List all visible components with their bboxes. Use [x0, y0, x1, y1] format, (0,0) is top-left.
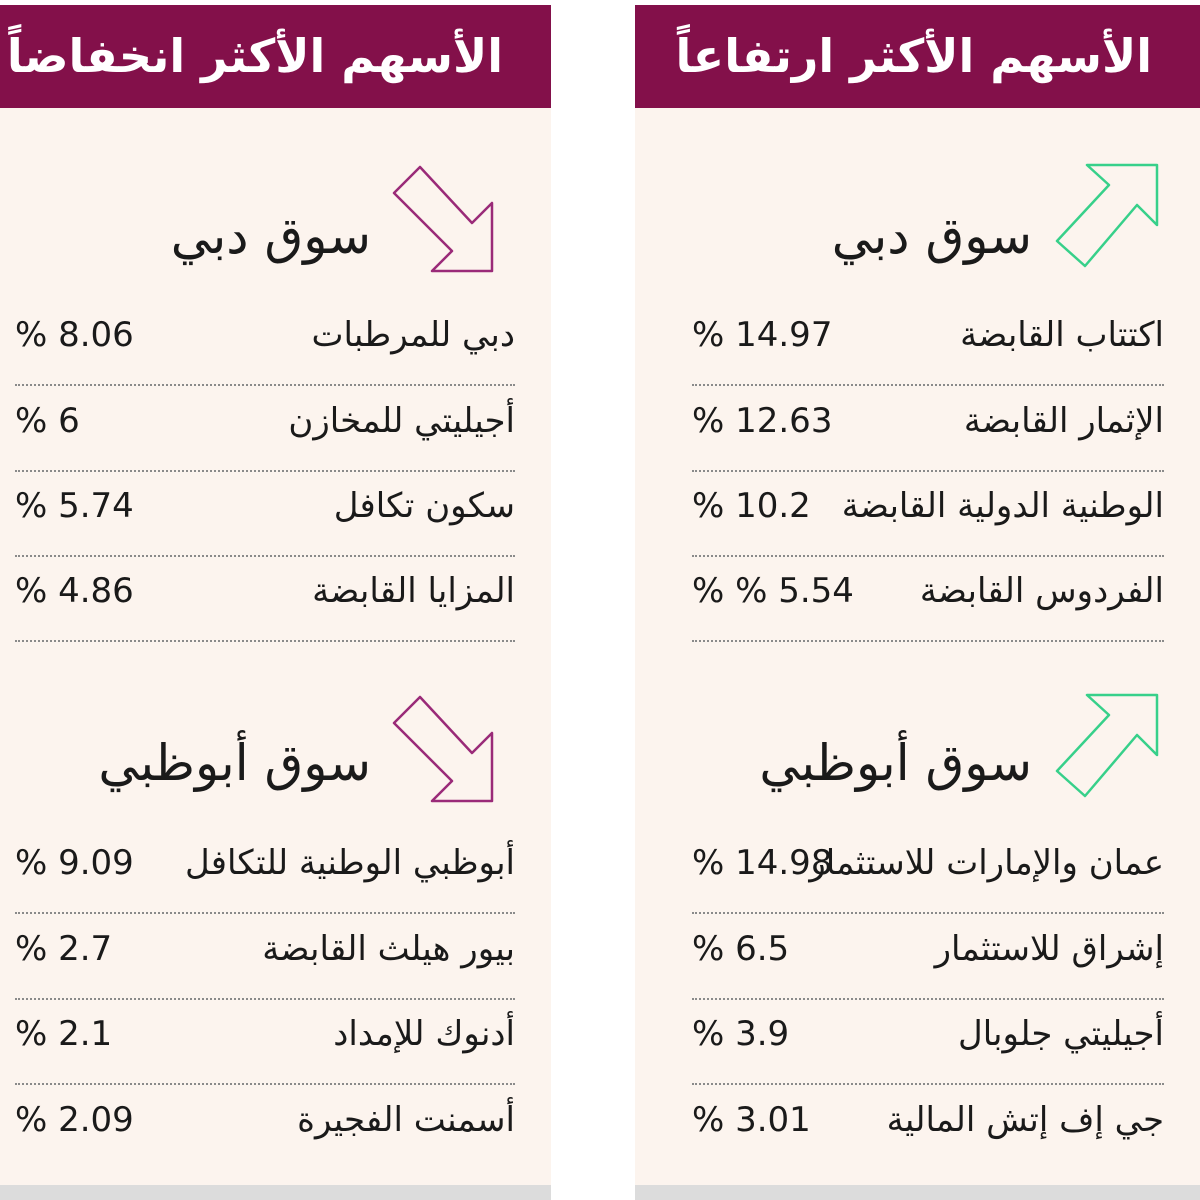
table-row [15, 828, 515, 914]
table-row [692, 828, 1164, 914]
stock-change: % 12.63 [692, 401, 833, 441]
stock-name: عمان والإمارات للاستثمار [809, 843, 1164, 883]
stock-name: أبوظبي الوطنية للتكافل [185, 843, 515, 883]
stock-change: % 10.2 [692, 486, 811, 526]
stock-change: % % 5.54 [692, 571, 854, 611]
table-row [692, 300, 1164, 386]
stock-name: المزايا القابضة [312, 571, 515, 611]
stock-change: % 14.97 [692, 315, 833, 355]
stock-name: دبي للمرطبات [311, 315, 515, 355]
losers-abudhabi-title: سوق أبوظبي [98, 734, 371, 792]
table-row [692, 1085, 1164, 1169]
stock-change: % 9.09 [15, 843, 134, 883]
stock-change: % 6 [15, 401, 80, 441]
table-row [692, 471, 1164, 557]
arrow-down-right-icon [392, 695, 496, 803]
stock-change: % 14.98 [692, 843, 833, 883]
stock-change: % 3.9 [692, 1014, 790, 1054]
stock-name: إشراق للاستثمار [934, 929, 1164, 969]
stock-name: الفردوس القابضة [919, 571, 1164, 611]
panel-footer-bar [0, 1185, 551, 1200]
table-row [15, 471, 515, 557]
arrow-down-right-icon [392, 165, 496, 273]
panel-footer-bar [635, 1185, 1200, 1200]
stock-change: % 4.86 [15, 571, 134, 611]
gainers-abudhabi-title: سوق أبوظبي [759, 734, 1032, 792]
table-row [15, 556, 515, 642]
gainers-dubai-title: سوق دبي [831, 207, 1032, 265]
table-row [692, 999, 1164, 1085]
stock-name: أدنوك للإمداد [333, 1014, 515, 1054]
stock-name: أجيليتي للمخازن [288, 401, 515, 441]
table-row [692, 914, 1164, 1000]
table-row [15, 914, 515, 1000]
stock-name: جي إف إتش المالية [886, 1100, 1164, 1140]
table-row [15, 1085, 515, 1169]
stock-name: أسمنت الفجيرة [297, 1100, 515, 1140]
stock-change: % 8.06 [15, 315, 134, 355]
stock-change: % 2.1 [15, 1014, 113, 1054]
stock-name: الإثمار القابضة [963, 401, 1164, 441]
stock-name: أجيليتي جلوبال [957, 1014, 1164, 1054]
arrow-up-right-icon [1055, 693, 1159, 801]
stock-change: % 6.5 [692, 929, 790, 969]
stock-change: % 2.09 [15, 1100, 134, 1140]
stock-change: % 2.7 [15, 929, 113, 969]
losers-title: الأسهم الأكثر انخفاضاً [0, 5, 551, 108]
losers-dubai-title: سوق دبي [170, 207, 371, 265]
gainers-title: الأسهم الأكثر ارتفاعاً [635, 5, 1200, 108]
stock-change: % 3.01 [692, 1100, 811, 1140]
stock-name: اكتتاب القابضة [960, 315, 1164, 355]
table-row [15, 999, 515, 1085]
stock-change: % 5.74 [15, 486, 134, 526]
table-row [15, 300, 515, 386]
table-row [692, 556, 1164, 642]
losers-panel [0, 5, 551, 1185]
table-row [692, 386, 1164, 472]
stock-name: سكون تكافل [333, 486, 515, 526]
arrow-up-right-icon [1055, 163, 1159, 271]
stock-name: بيور هيلث القابضة [262, 929, 515, 969]
table-row [15, 386, 515, 472]
gainers-panel [635, 5, 1200, 1185]
stock-name: الوطنية الدولية القابضة [841, 486, 1164, 526]
